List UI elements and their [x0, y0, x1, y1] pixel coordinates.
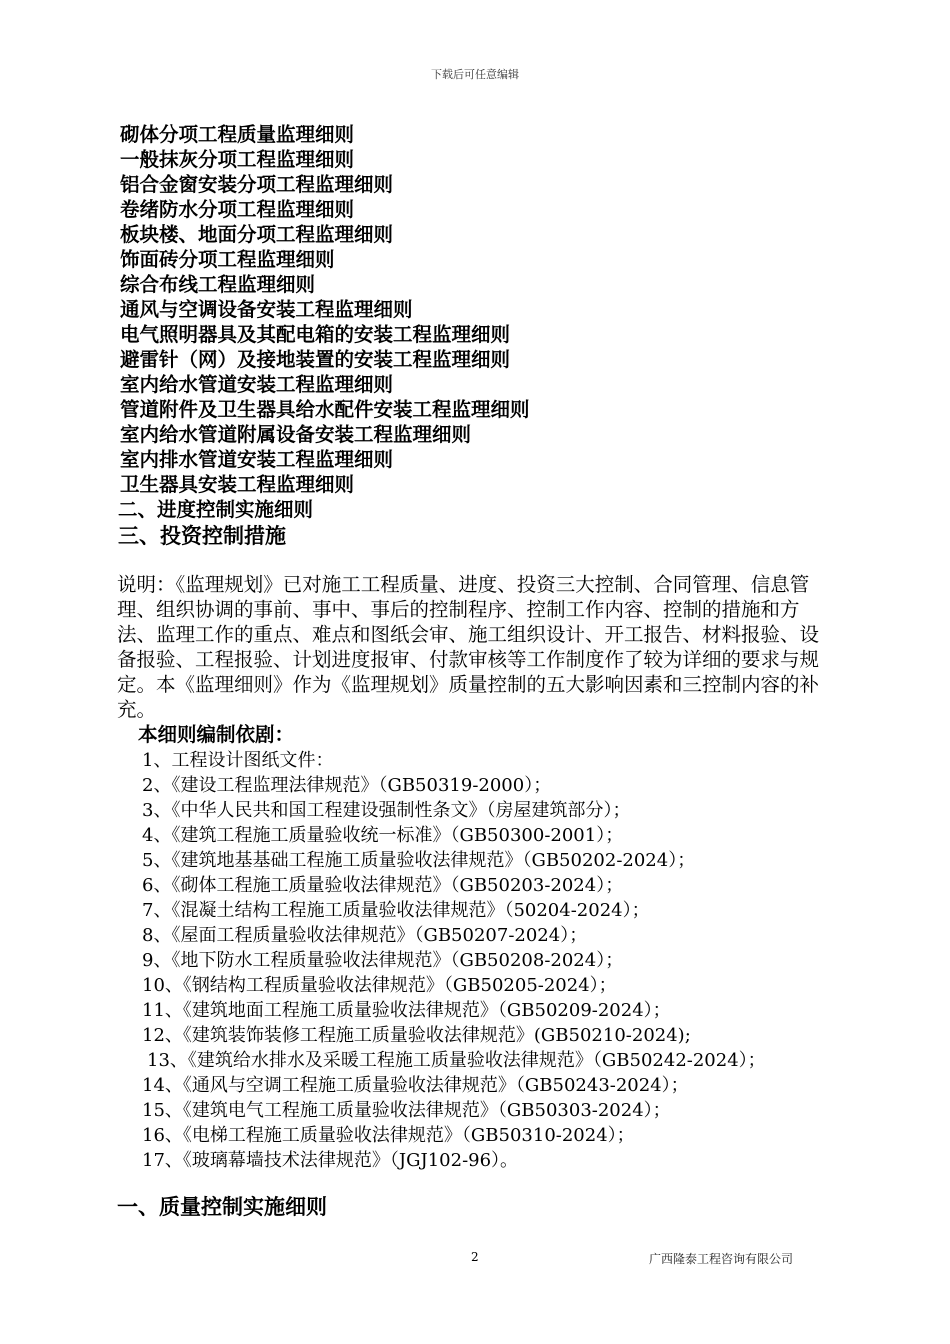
section-heading-schedule: 二、进度控制实施细则 [118, 498, 314, 521]
toc-list [118, 122, 530, 550]
toc-item: 管道附件及卫生器具给水配件安装工程监理细则 [120, 398, 530, 421]
toc-item: 综合布线工程监理细则 [120, 273, 316, 296]
reference-item: 7、《混凝土结构工程施工质量验收法律规范》（50204-2024）； [142, 900, 650, 921]
note-paragraph [117, 572, 837, 722]
reference-item: 15、《建筑电气工程施工质量验收法律规范》（GB50303-2024）； [142, 1100, 671, 1121]
toc-item: 饰面砖分项工程监理细则 [120, 248, 335, 271]
toc-item: 避雷针（网）及接地装置的安装工程监理细则 [120, 348, 511, 371]
note-text: 说明：《监理规划》已对施工工程质量、进度、投资三大控制、合同管理、信息管理、组织协调的事前、事中、事后的控制程序、控制工作内容、控制的措施和方法、监理工作的重点、难点和图纸会审、施工组织设计、开工报告、材料报验、设备报验、工程报验、计划进度报审、付款审核等工作制度作了较为详细的要求与规定。本《监理细则》作为《监理规划》质量控制的五大影响因素和三控制内容的补充。 [117, 573, 820, 721]
reference-item: 9、《地下防水工程质量验收法律规范》（GB50208-2024）； [142, 950, 624, 971]
reference-item: 5、《建筑地基基础工程施工质量验收法律规范》（GB50202-2024）； [142, 850, 696, 871]
reference-item: 17、《玻璃幕墙技术法律规范》（JGJ102-96）。 [142, 1150, 519, 1171]
basis-title: 本细则编制依剧： [138, 723, 295, 746]
reference-item: 2、《建设工程监理法律规范》（GB50319-2000）； [142, 775, 552, 796]
section-heading-quality: 一、质量控制实施细则 [117, 1195, 327, 1219]
reference-item: 3、《中华人民共和国工程建设强制性条文》（房屋建筑部分）； [142, 800, 631, 821]
toc-item: 电气照明器具及其配电箱的安装工程监理细则 [120, 323, 511, 346]
reference-item: 11、《建筑地面工程施工质量验收法律规范》（GB50209-2024）； [142, 1000, 671, 1021]
reference-item: 6、《砌体工程施工质量验收法律规范》（GB50203-2024）； [142, 875, 624, 896]
footer-company: 广西隆泰工程咨询有限公司 [649, 1252, 794, 1266]
toc-item: 室内排水管道安装工程监理细则 [120, 448, 394, 471]
toc-item: 通风与空调设备安装工程监理细则 [120, 298, 413, 321]
reference-item: 16、《电梯工程施工质量验收法律规范》（GB50310-2024）； [142, 1125, 635, 1146]
toc-item: 铝合金窗安装分项工程监理细则 [120, 173, 394, 196]
section-heading-investment: 三、投资控制措施 [118, 524, 286, 548]
toc-item: 卫生器具安装工程监理细则 [120, 473, 355, 496]
reference-item: 13、《建筑给水排水及采暖工程施工质量验收法律规范》（GB50242-2024）； [147, 1050, 766, 1071]
reference-item: 10、《钢结构工程质量验收法律规范》（GB50205-2024）； [142, 975, 617, 996]
reference-item: 1、工程设计图纸文件： [142, 750, 334, 771]
reference-item: 4、《建筑工程施工质量验收统一标准》（GB50300-2001）； [142, 825, 624, 846]
toc-item: 一般抹灰分项工程监理细则 [120, 148, 355, 171]
toc-item: 室内给水管道安装工程监理细则 [120, 373, 394, 396]
toc-item: 室内给水管道附属设备安装工程监理细则 [120, 423, 472, 446]
page-header: 下载后可任意编辑 [431, 68, 519, 81]
reference-item: 12、《建筑装饰装修工程施工质量验收法律规范》(GB50210-2024); [142, 1025, 691, 1046]
toc-item: 板块楼、地面分项工程监理细则 [120, 223, 394, 246]
toc-item: 砌体分项工程质量监理细则 [120, 123, 355, 146]
reference-item: 14、《通风与空调工程施工质量验收法律规范》（GB50243-2024）； [142, 1075, 689, 1096]
reference-list [117, 748, 842, 1173]
toc-item: 卷绪防水分项工程监理细则 [120, 198, 355, 221]
page-number: 2 [471, 1250, 479, 1264]
reference-item: 8、《屋面工程质量验收法律规范》（GB50207-2024）； [142, 925, 588, 946]
